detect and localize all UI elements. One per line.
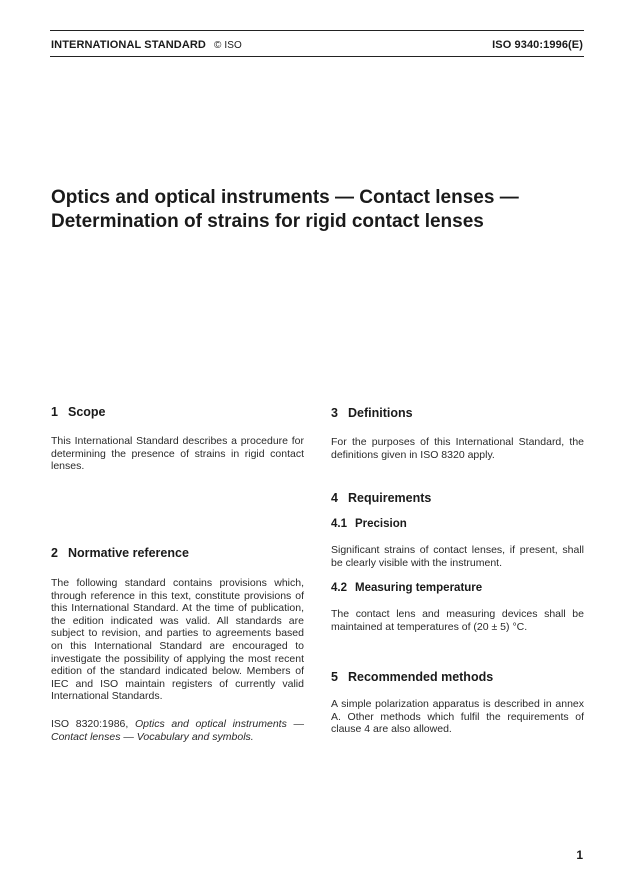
section-scope-heading: 1 Scope — [51, 405, 106, 419]
page-number: 1 — [576, 848, 583, 862]
normative-reference-title: Optics and optical instruments — Contact lenses — Vocabulary and symbols. — [51, 717, 304, 743]
header-bottom-rule — [50, 56, 584, 57]
document-title — [51, 186, 591, 234]
section-definitions — [331, 405, 584, 461]
subsection-temperature-body: The contact lens and measuring devices shall be maintained at temperatures of (20 ± 5) °C. — [331, 608, 584, 633]
header-standard-label — [51, 39, 242, 51]
section-methods-body: A simple polarization apparatus is described in annex A. Other methods which fulfil the requirements of clause 4 are also allowed. — [331, 698, 584, 736]
header-copyright: © ISO — [213, 40, 242, 51]
section-requirements-heading: 4 Requirements — [331, 491, 432, 505]
section-recommended-methods — [331, 669, 584, 736]
title-line-2: Determination of strains for rigid contact lenses — [51, 211, 484, 232]
section-methods-heading: 5 Recommended methods — [331, 670, 494, 684]
section-normative-body: The following standard contains provisions which, through reference in this text, constitute provisions of this International Standard. At the time of publication, the edition indicated was valid. All standards are subject to revision, and parties to agreements based on this International Standard are encouraged to investigate the possibility of applying the most recent edition of the standard indicated below. Members of IEC and ISO maintain registers of currently valid International Standards. — [51, 577, 304, 703]
normative-reference-item: ISO 8320:1986, Optics and optical instruments — Contact lenses — Vocabulary and symbols. — [51, 717, 304, 743]
section-scope-body: This International Standard describes a procedure for determining the presence of strains in rigid contact lenses. — [51, 435, 304, 473]
subsection-precision-body: Significant strains of contact lenses, if present, shall be clearly visible with the instrument. — [331, 544, 584, 569]
header-top-rule — [50, 30, 584, 31]
section-scope — [51, 404, 304, 473]
section-requirements — [331, 490, 584, 633]
section-normative-reference — [51, 545, 304, 743]
title-line-1: Optics and optical instruments — Contact lenses — — [51, 187, 519, 208]
section-definitions-body: For the purposes of this International Standard, the definitions given in ISO 8320 apply. — [331, 436, 584, 461]
section-definitions-heading: 3 Definitions — [331, 406, 413, 420]
subsection-precision-heading: 4.1 Precision — [331, 518, 407, 530]
header-standard-number: ISO 9340:1996(E) — [492, 39, 583, 51]
header-left-text: INTERNATIONAL STANDARD — [51, 39, 206, 51]
subsection-temperature-heading: 4.2 Measuring temperature — [331, 582, 483, 595]
section-normative-heading: 2 Normative reference — [51, 546, 189, 560]
